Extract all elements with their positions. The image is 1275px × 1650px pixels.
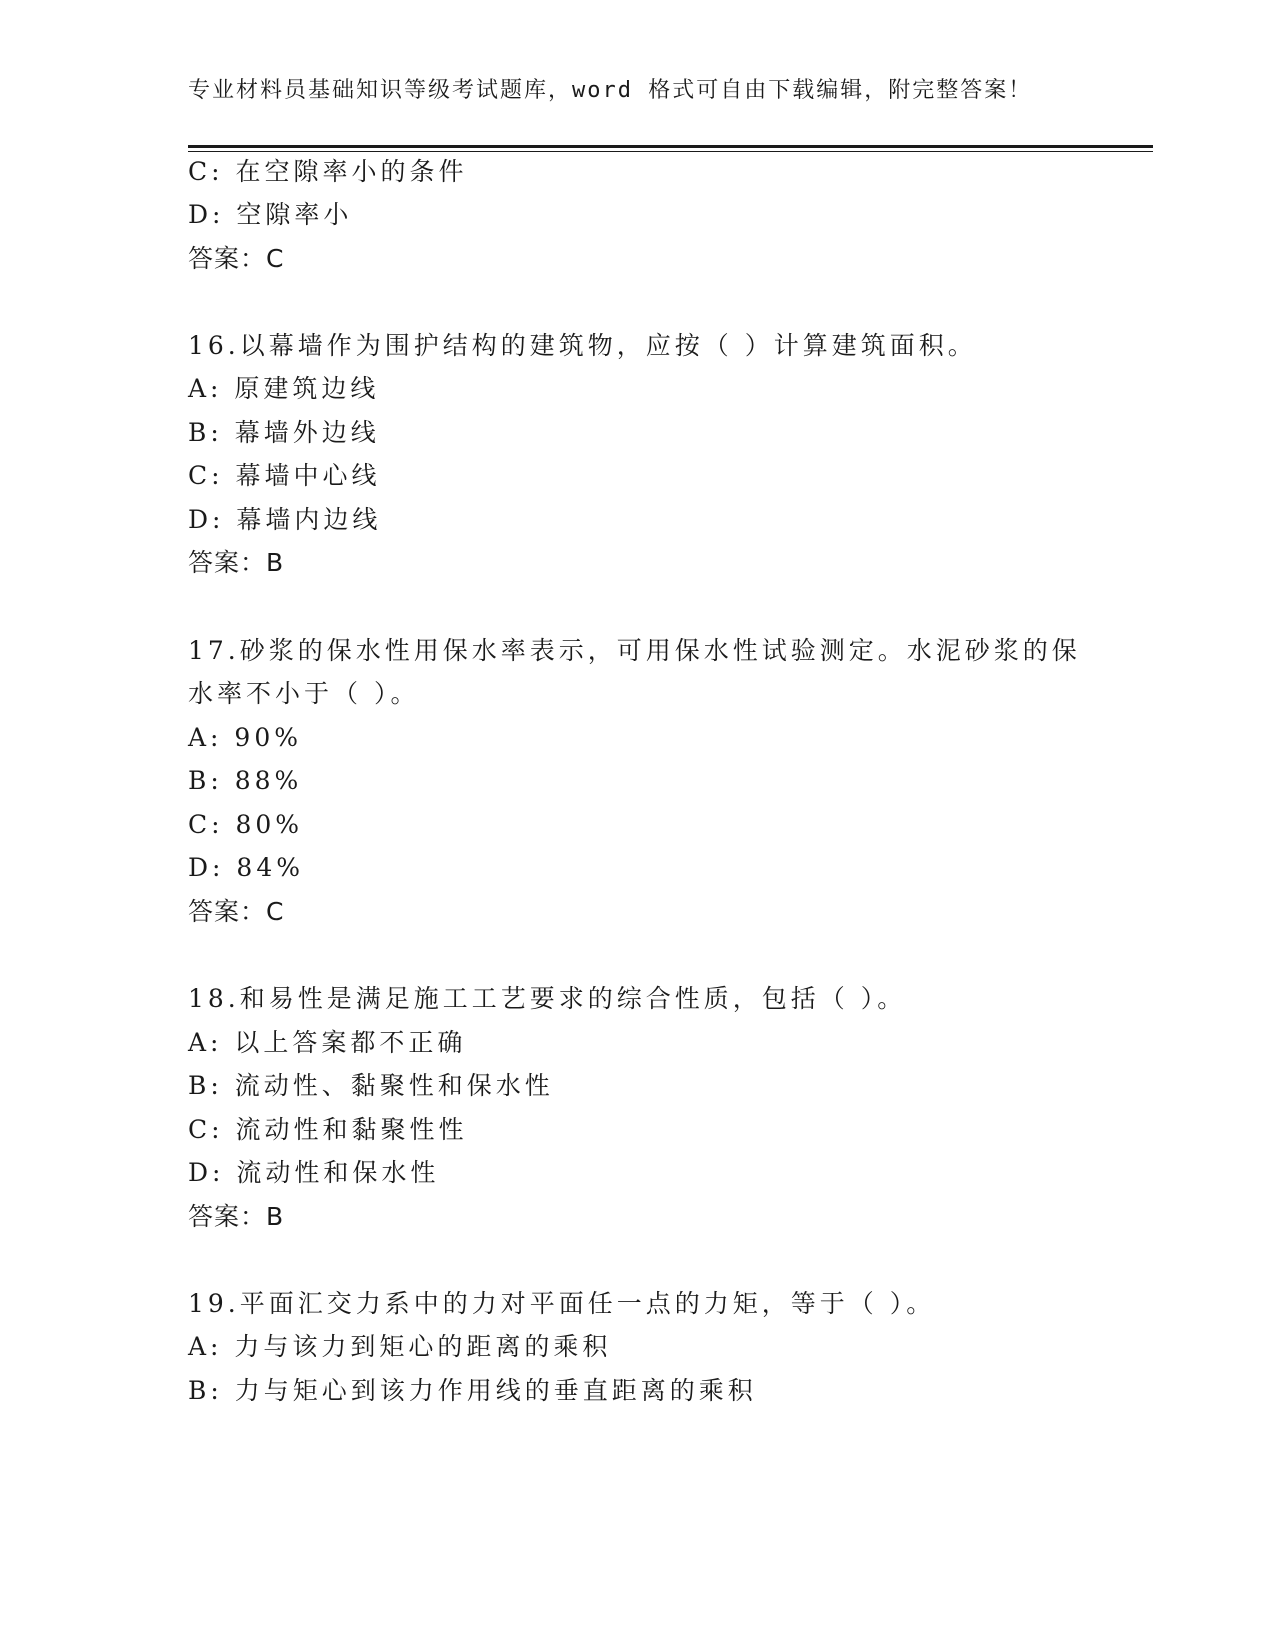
q17-option-a: A: 90%: [188, 723, 302, 752]
q16-option-b: B: 幕墙外边线: [188, 418, 380, 447]
q19-option-a: A: 力与该力到矩心的距离的乘积: [188, 1332, 612, 1361]
q17-option-c: C: 80%: [188, 810, 304, 839]
q16-question: 16.以幕墙作为围护结构的建筑物，应按（ ）计算建筑面积。: [188, 331, 977, 360]
q18-option-b: B: 流动性、黏聚性和保水性: [188, 1071, 554, 1100]
q16-answer: 答案：B: [188, 548, 285, 577]
q16-option-c: C: 幕墙中心线: [188, 461, 381, 490]
q17-answer: 答案：C: [188, 897, 285, 926]
q18-answer: 答案：B: [188, 1202, 285, 1231]
q15-answer: 答案：C: [188, 244, 285, 273]
q17-option-d: D: 84%: [188, 853, 304, 882]
q16-option-a: A: 原建筑边线: [188, 374, 380, 403]
q15-option-d: D: 空隙率小: [188, 200, 353, 229]
page-header: 专业材料员基础知识等级考试题库，word 格式可自由下载编辑，附完整答案！: [188, 78, 1033, 103]
q17-question-line1: 17.砂浆的保水性用保水率表示，可用保水性试验测定。水泥砂浆的保: [188, 636, 1081, 665]
header-divider-thick: [188, 145, 1153, 148]
q18-question: 18.和易性是满足施工工艺要求的综合性质，包括（ ）。: [188, 984, 907, 1013]
q19-option-b: B: 力与矩心到该力作用线的垂直距离的乘积: [188, 1376, 757, 1405]
q17-option-b: B: 88%: [188, 766, 303, 795]
q19-question: 19.平面汇交力系中的力对平面任一点的力矩，等于（ ）。: [188, 1289, 936, 1318]
q15-option-c: C: 在空隙率小的条件: [188, 157, 468, 186]
header-divider-thin: [188, 151, 1153, 152]
q18-option-d: D: 流动性和保水性: [188, 1158, 440, 1187]
q18-option-a: A: 以上答案都不正确: [188, 1028, 467, 1057]
q18-option-c: C: 流动性和黏聚性性: [188, 1115, 468, 1144]
q17-question-line2: 水率不小于（ ）。: [188, 679, 420, 708]
q16-option-d: D: 幕墙内边线: [188, 505, 382, 534]
